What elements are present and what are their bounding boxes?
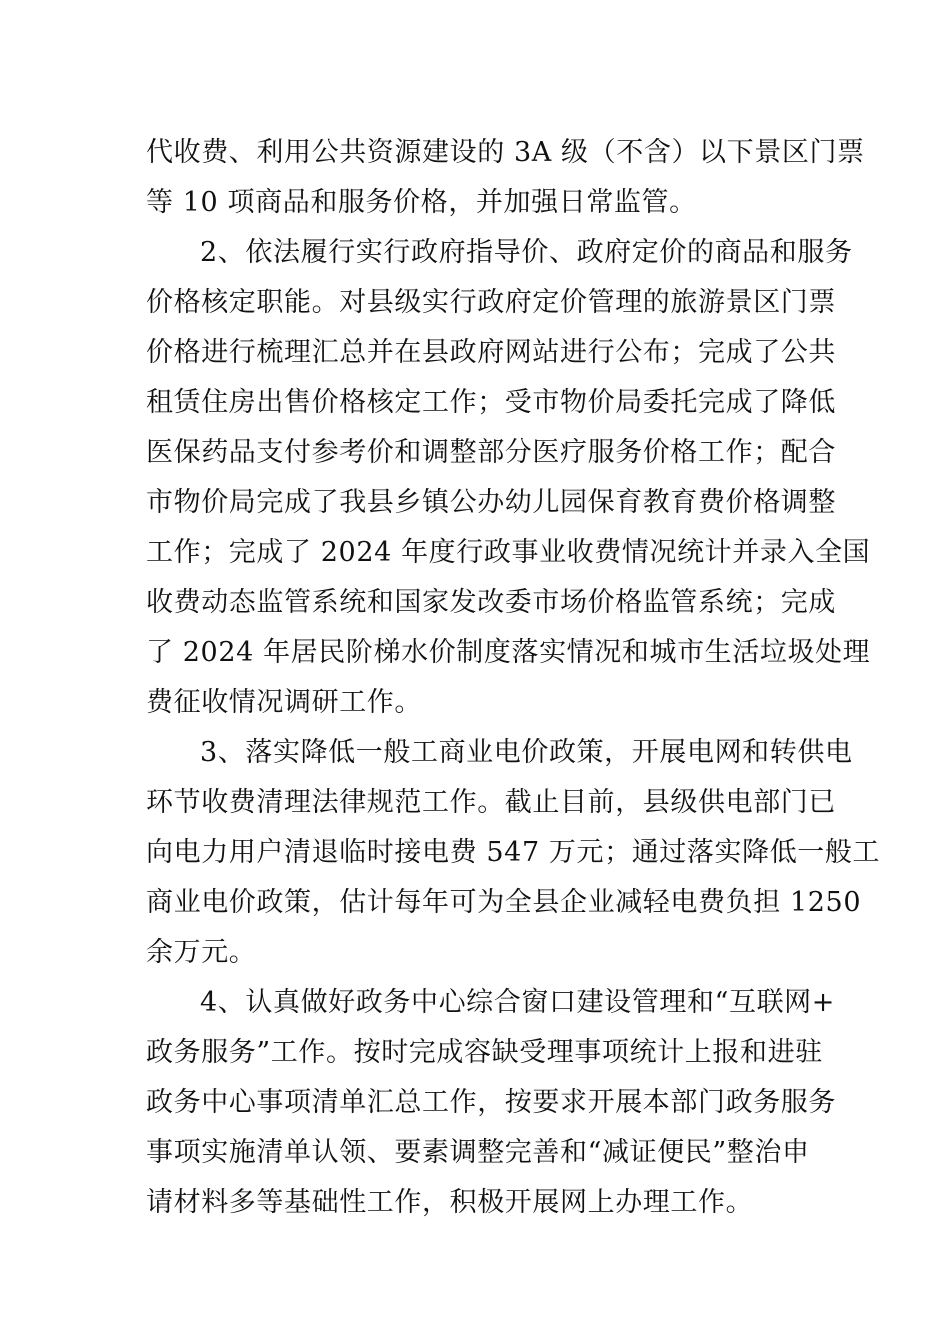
text-line: 等 10 项商品和服务价格，并加强日常监管。: [146, 187, 697, 218]
text-line: 请材料多等基础性工作，积极开展网上办理工作。: [146, 1187, 754, 1218]
text-line: 商业电价政策，估计每年可为全县企业减轻电费负担 1250: [146, 887, 862, 918]
text-line: 向电力用户清退临时接电费 547 万元；通过落实降低一般工: [146, 837, 881, 868]
text-line: 环节收费清理法律规范工作。截止目前，县级供电部门已: [146, 787, 836, 818]
text-line: 工作；完成了 2024 年度行政事业收费情况统计并录入全国: [146, 537, 871, 568]
text-line: 政务服务”工作。按时完成容缺受理事项统计上报和进驻: [146, 1037, 823, 1068]
text-line: 价格进行梳理汇总并在县政府网站进行公布；完成了公共: [146, 337, 836, 368]
paragraph-4-first-line: 4、认真做好政务中心综合窗口建设管理和“互联网+: [200, 987, 836, 1018]
paragraph-2-first-line: 2、依法履行实行政府指导价、政府定价的商品和服务: [200, 237, 853, 268]
text-line: 余万元。: [146, 937, 257, 968]
text-line: 租赁住房出售价格核定工作；受市物价局委托完成了降低: [146, 387, 836, 418]
paragraph-3-first-line: 3、落实降低一般工商业电价政策，开展电网和转供电: [200, 737, 853, 768]
text-line: 事项实施清单认领、要素调整完善和“减证便民”整治申: [146, 1137, 810, 1168]
text-line: 政务中心事项清单汇总工作，按要求开展本部门政务服务: [146, 1087, 836, 1118]
text-line: 了 2024 年居民阶梯水价制度落实情况和城市生活垃圾处理: [146, 637, 871, 668]
text-line: 收费动态监管系统和国家发改委市场价格监管系统；完成: [146, 587, 836, 618]
text-line: 费征收情况调研工作。: [146, 687, 422, 718]
text-line: 价格核定职能。对县级实行政府定价管理的旅游景区门票: [146, 287, 836, 318]
text-line: 市物价局完成了我县乡镇公办幼儿园保育教育费价格调整: [146, 487, 836, 518]
text-line: 医保药品支付参考价和调整部分医疗服务价格工作；配合: [146, 437, 836, 468]
text-line: 代收费、利用公共资源建设的 3A 级（不含）以下景区门票: [146, 137, 865, 168]
